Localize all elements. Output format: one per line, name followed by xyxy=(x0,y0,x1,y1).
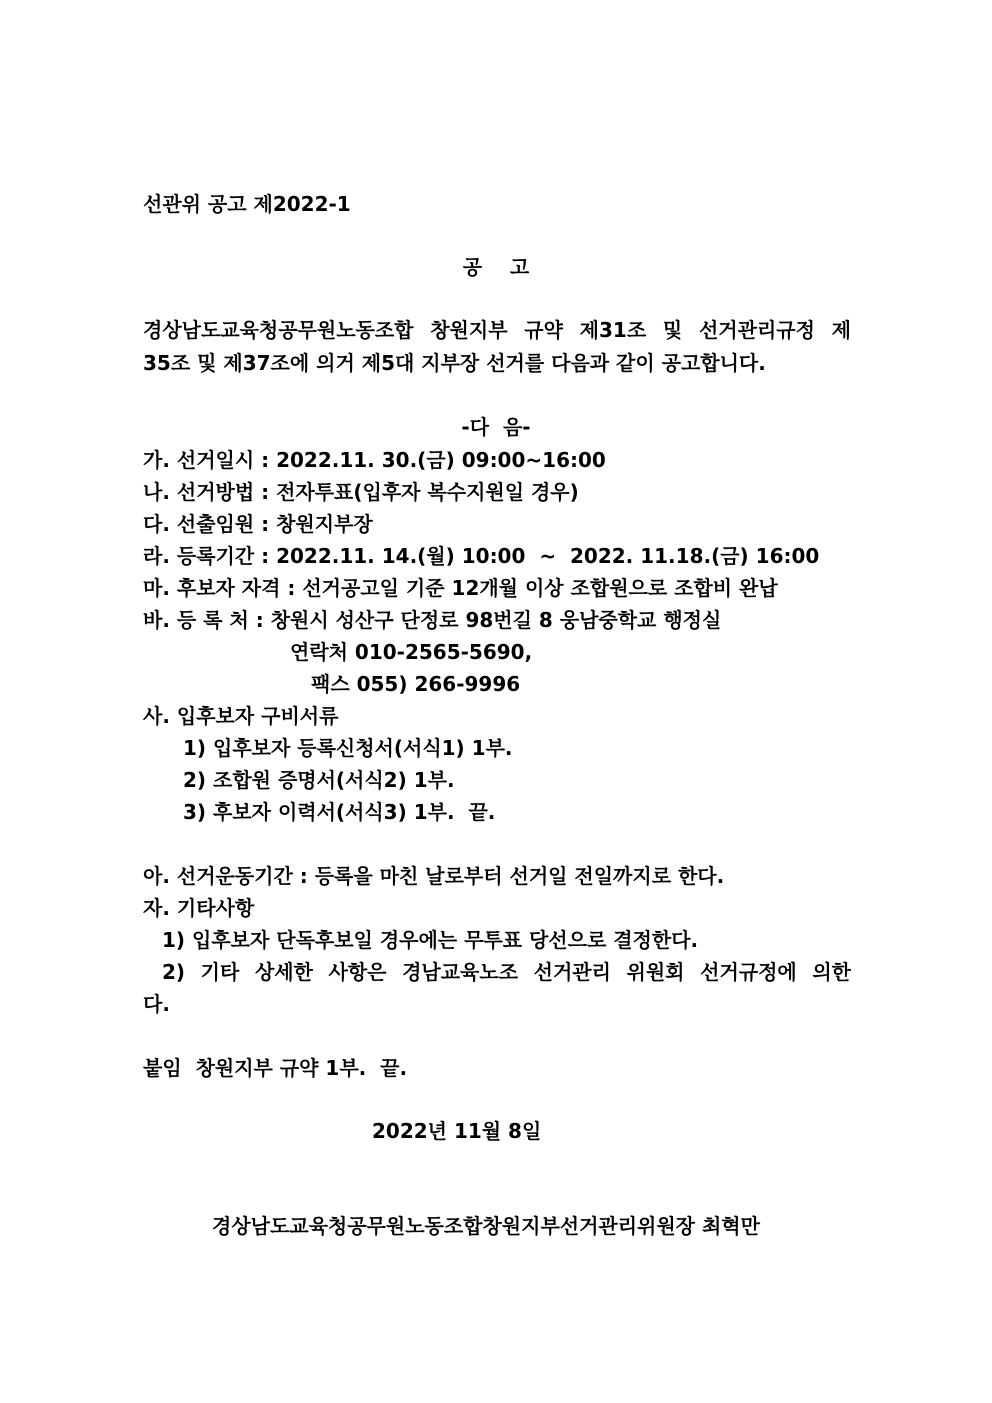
item-required-documents: 사. 입후보자 구비서류 xyxy=(143,704,339,728)
other-matters-item-continued: 다. xyxy=(143,992,170,1016)
other-matters-item: 1) 입후보자 단독후보일 경우에는 무투표 당선으로 결정한다. xyxy=(162,928,699,952)
item-election-method: 나. 선거방법 : 전자투표(입후자 복수지원일 경우) xyxy=(143,480,579,504)
intro-line-1: 경상남도교육청공무원노동조합 창원지부 규약 제31조 및 선거관리규정 제 xyxy=(143,318,851,342)
signature-line: 경상남도교육청공무원노동조합창원지부선거관리위원장 최혁만 xyxy=(212,1214,760,1238)
section-heading: -다 음- xyxy=(461,415,531,439)
other-matters-item: 2) 기타 상세한 사항은 경남교육노조 선거관리 위원회 선거규정에 의한 xyxy=(162,960,851,984)
item-other-matters: 자. 기타사항 xyxy=(143,896,255,920)
item-campaign-period: 아. 선거운동기간 : 등록을 마친 날로부터 선거일 전일까지로 한다. xyxy=(143,864,725,888)
document-list-item: 1) 입후보자 등록신청서(서식1) 1부. xyxy=(183,736,513,760)
item-elected-officer: 다. 선출임원 : 창원지부장 xyxy=(143,512,373,536)
item-candidate-qualification: 마. 후보자 자격 : 선거공고일 기준 12개월 이상 조합원으로 조합비 완납 xyxy=(143,576,778,600)
notice-title: 공 고 xyxy=(462,255,530,279)
item-registration-period: 라. 등록기간 : 2022.11. 14.(월) 10:00 ~ 2022. 11.18.(금) 16:00 xyxy=(143,544,820,568)
document-list-item: 2) 조합원 증명서(서식2) 1부. xyxy=(183,768,455,792)
notice-date: 2022년 11월 8일 xyxy=(372,1119,542,1143)
notice-number: 선관위 공고 제2022-1 xyxy=(143,192,351,216)
item-election-datetime: 가. 선거일시 : 2022.11. 30.(금) 09:00~16:00 xyxy=(143,448,606,472)
attachment-note: 붙임 창원지부 규약 1부. 끝. xyxy=(143,1056,408,1080)
document-list-item: 3) 후보자 이력서(서식3) 1부. 끝. xyxy=(183,800,496,824)
item-registration-fax: 팩스 055) 266-9996 xyxy=(311,672,521,696)
intro-line-2: 35조 및 제37조에 의거 제5대 지부장 선거를 다음과 같이 공고합니다. xyxy=(143,351,766,375)
item-registration-contact: 연락처 010-2565-5690, xyxy=(290,640,533,664)
item-registration-office: 바. 등 록 처 : 창원시 성산구 단정로 98번길 8 웅남중학교 행정실 xyxy=(143,608,722,632)
